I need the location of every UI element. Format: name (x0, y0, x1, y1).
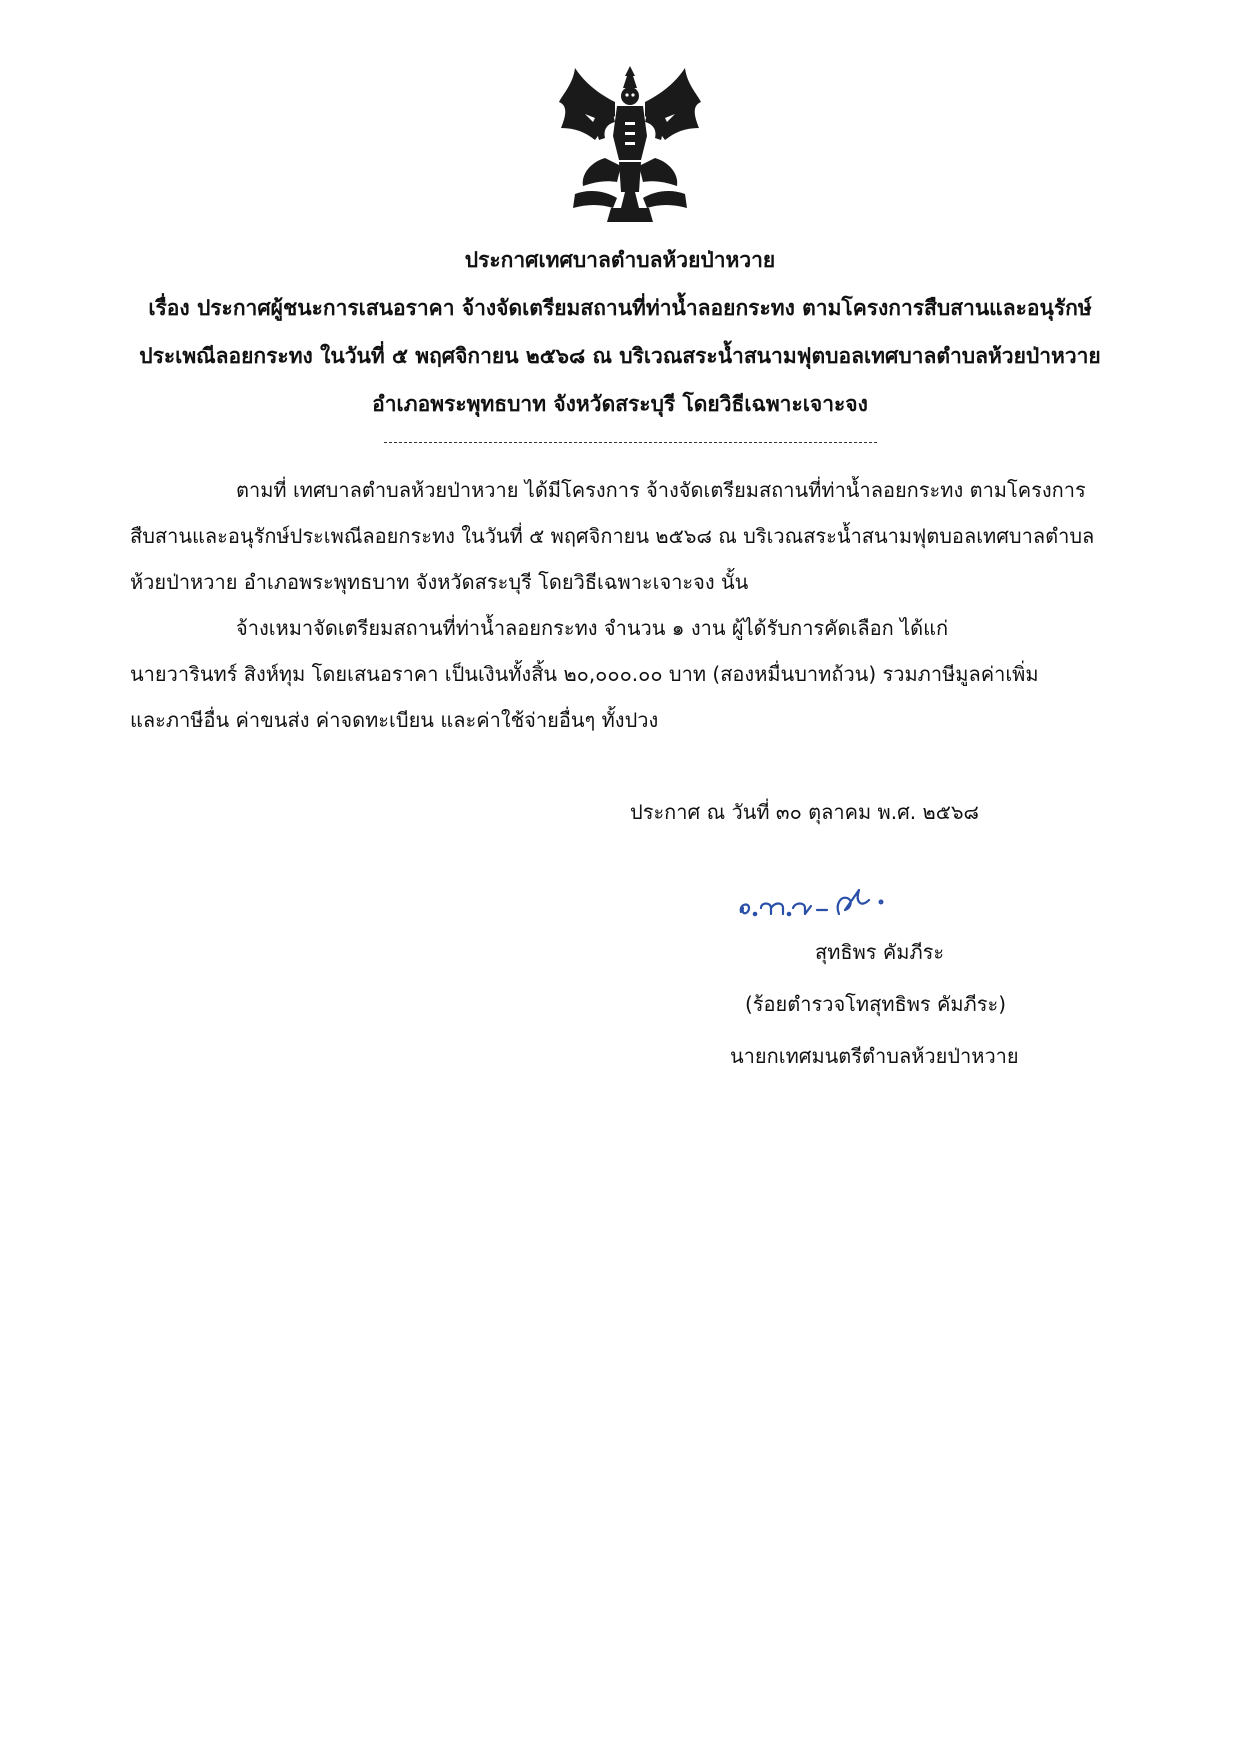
paragraph-line: จ้างเหมาจัดเตรียมสถานที่ท่าน้ำลอยกระทง จำนวน ๑ งาน ผู้ได้รับการคัดเลือก ได้แก่ (236, 616, 949, 640)
signer-full-name: (ร้อยตำรวจโทสุทธิพร คัมภีระ) (745, 992, 1007, 1016)
handwritten-signature (735, 868, 905, 928)
paragraph-line: นายวารินทร์ สิงห์ทุม โดยเสนอราคา เป็นเงินทั้งสิ้น ๒๐,๐๐๐.๐๐ บาท (สองหมื่นบาทถ้วน) รวมภาษีมูลค่าเพิ่ม (130, 662, 1039, 686)
subject-line: ประเพณีลอยกระทง ในวันที่ ๕ พฤศจิกายน ๒๕๖๘ ณ บริเวณสระน้ำสนามฟุตบอลเทศบาลตำบลห้วยป่าหวาย (139, 344, 1101, 368)
divider (384, 442, 877, 443)
signed-name: สุทธิพร คัมภีระ (815, 940, 945, 964)
document-heading: ประกาศเทศบาลตำบลห้วยป่าหวาย (464, 248, 776, 272)
subject-line: เรื่อง ประกาศผู้ชนะการเสนอราคา จ้างจัดเตรียมสถานที่ท่าน้ำลอยกระทง ตามโครงการสืบสานและอนุรักษ์ (148, 296, 1092, 320)
garuda-emblem-icon (555, 62, 705, 227)
signer-position: นายกเทศมนตรีตำบลห้วยป่าหวาย (730, 1044, 1019, 1068)
announcement-date: ประกาศ ณ วันที่ ๓๐ ตุลาคม พ.ศ. ๒๕๖๘ (630, 800, 979, 824)
paragraph-line: และภาษีอื่น ค่าขนส่ง ค่าจดทะเบียน และค่าใช้จ่ายอื่นๆ ทั้งปวง (130, 708, 659, 732)
subject-line: อำเภอพระพุทธบาท จังหวัดสระบุรี โดยวิธีเฉพาะเจาะจง (372, 392, 868, 416)
paragraph-line: ห้วยป่าหวาย อำเภอพระพุทธบาท จังหวัดสระบุรี โดยวิธีเฉพาะเจาะจง นั้น (130, 570, 749, 594)
paragraph-line: สืบสานและอนุรักษ์ประเพณีลอยกระทง ในวันที่ ๕ พฤศจิกายน ๒๕๖๘ ณ บริเวณสระน้ำสนามฟุตบอลเทศบาลตำบล (130, 524, 1095, 548)
paragraph-line: ตามที่ เทศบาลตำบลห้วยป่าหวาย ได้มีโครงการ จ้างจัดเตรียมสถานที่ท่าน้ำลอยกระทง ตามโครงการ (236, 478, 1086, 502)
